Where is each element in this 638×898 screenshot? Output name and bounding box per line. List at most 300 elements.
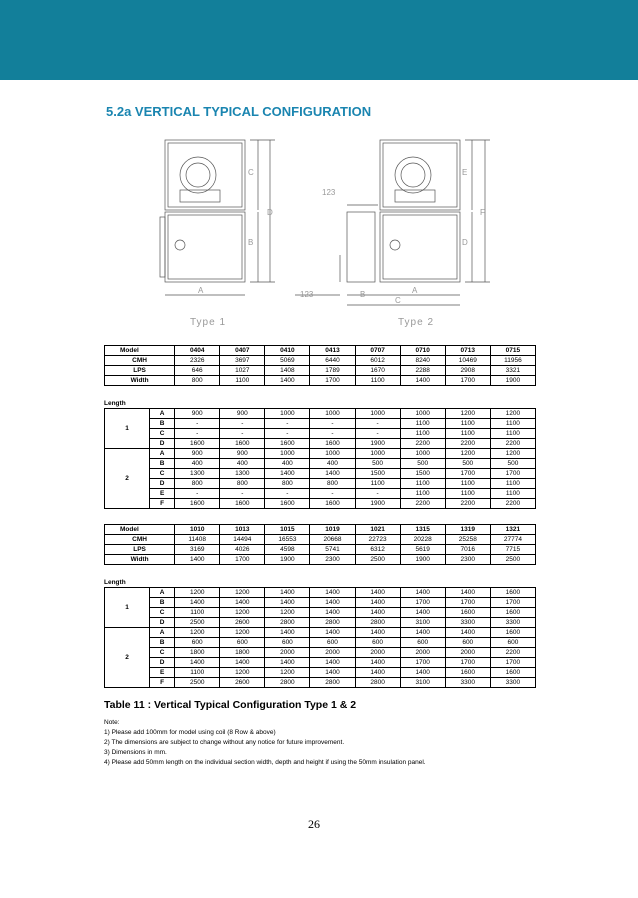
type1-label: Type 1 bbox=[190, 317, 227, 328]
table-row bbox=[105, 535, 536, 545]
table-cell: 2000 bbox=[310, 648, 355, 658]
table-cell: 1100 bbox=[445, 489, 490, 499]
table-cell: 1321 bbox=[490, 525, 535, 535]
page-number: 26 bbox=[308, 817, 320, 831]
table-cell: 646 bbox=[175, 366, 220, 376]
table-cell: 1000 bbox=[355, 449, 400, 459]
length-table-2 bbox=[104, 587, 536, 688]
table-row bbox=[105, 598, 536, 608]
table-row bbox=[105, 366, 536, 376]
table-cell: 1400 bbox=[400, 628, 445, 638]
table-cell: 1000 bbox=[400, 409, 445, 419]
table-cell: - bbox=[310, 429, 355, 439]
table-cell: - bbox=[220, 419, 265, 429]
table-cell: 1200 bbox=[490, 409, 535, 419]
type-cell: 1 bbox=[105, 588, 150, 628]
table-row bbox=[105, 356, 536, 366]
table-cell: - bbox=[265, 429, 310, 439]
dim-cell: E bbox=[150, 668, 175, 678]
note-item: 4) Please add 50mm length on the individual section width, depth and height if using the 50mm insulation panel. bbox=[104, 759, 426, 766]
table-cell: 1200 bbox=[220, 628, 265, 638]
table-cell: 1400 bbox=[355, 628, 400, 638]
table-cell: 500 bbox=[400, 459, 445, 469]
table-cell: 500 bbox=[490, 459, 535, 469]
row-header: CMH bbox=[105, 535, 175, 545]
dim-cell: D bbox=[150, 658, 175, 668]
table-cell: 800 bbox=[175, 479, 220, 489]
table-cell: 1600 bbox=[265, 439, 310, 449]
table-cell: 2000 bbox=[400, 648, 445, 658]
configuration-diagram bbox=[150, 135, 510, 335]
table-cell: 600 bbox=[400, 638, 445, 648]
table-cell: 1200 bbox=[220, 668, 265, 678]
table-cell: 0410 bbox=[265, 346, 310, 356]
table-cell: 6012 bbox=[355, 356, 400, 366]
table-cell: 800 bbox=[220, 479, 265, 489]
dim-cell: C bbox=[150, 429, 175, 439]
table-cell: 0715 bbox=[490, 346, 535, 356]
table-cell: 1500 bbox=[400, 469, 445, 479]
table-cell: 3300 bbox=[490, 678, 535, 688]
table-cell: 900 bbox=[175, 449, 220, 459]
spec-table-1 bbox=[104, 345, 536, 386]
table-row bbox=[105, 668, 536, 678]
length-label-1: Length bbox=[104, 400, 126, 407]
dim-label-d2: D bbox=[462, 238, 468, 247]
table-cell: 1600 bbox=[265, 499, 310, 509]
table-cell: 1100 bbox=[445, 429, 490, 439]
table-cell: 1200 bbox=[175, 628, 220, 638]
notes-title: Note: bbox=[104, 719, 120, 726]
table-cell: 1400 bbox=[310, 588, 355, 598]
header-band bbox=[0, 0, 638, 80]
table-cell: 1400 bbox=[265, 588, 310, 598]
type1-upper-section bbox=[165, 140, 245, 210]
table-cell: 1200 bbox=[220, 608, 265, 618]
table-row bbox=[105, 525, 536, 535]
table-cell: - bbox=[265, 419, 310, 429]
table-cell: 1100 bbox=[490, 419, 535, 429]
table-cell: 2800 bbox=[265, 678, 310, 688]
table-cell: 1600 bbox=[490, 608, 535, 618]
table-cell: 2200 bbox=[445, 439, 490, 449]
table-cell: - bbox=[310, 489, 355, 499]
table-cell: 2800 bbox=[265, 618, 310, 628]
type2-lower-section bbox=[380, 212, 460, 282]
table-cell: 2000 bbox=[445, 648, 490, 658]
table-row bbox=[105, 618, 536, 628]
row-header: LPS bbox=[105, 545, 175, 555]
table-row bbox=[105, 608, 536, 618]
table-cell: 600 bbox=[265, 638, 310, 648]
table-cell: 1400 bbox=[355, 588, 400, 598]
table-cell: 2908 bbox=[445, 366, 490, 376]
table-cell: 1700 bbox=[400, 598, 445, 608]
table-cell: 1400 bbox=[355, 668, 400, 678]
table-cell: 2600 bbox=[220, 618, 265, 628]
dim-label-b2: B bbox=[360, 290, 366, 299]
table-cell: 1400 bbox=[400, 668, 445, 678]
table-cell: 1408 bbox=[265, 366, 310, 376]
table-cell: 7715 bbox=[490, 545, 535, 555]
table-row bbox=[105, 588, 536, 598]
table-cell: 1900 bbox=[490, 376, 535, 386]
table-cell: 1400 bbox=[175, 658, 220, 668]
table-cell: 0707 bbox=[355, 346, 400, 356]
row-header: LPS bbox=[105, 366, 175, 376]
table-cell: 2600 bbox=[220, 678, 265, 688]
table-cell: 1200 bbox=[175, 588, 220, 598]
table-cell: 2000 bbox=[355, 648, 400, 658]
table-cell: 2288 bbox=[400, 366, 445, 376]
table-row bbox=[105, 409, 536, 419]
table-cell: 1700 bbox=[445, 658, 490, 668]
table-cell: 11956 bbox=[490, 356, 535, 366]
table-cell: 1400 bbox=[310, 658, 355, 668]
table-row bbox=[105, 419, 536, 429]
table-cell: 400 bbox=[175, 459, 220, 469]
table-cell: 1000 bbox=[400, 449, 445, 459]
table-cell: 1100 bbox=[355, 376, 400, 386]
table-cell: 1400 bbox=[355, 608, 400, 618]
table-cell: 1100 bbox=[355, 479, 400, 489]
table-cell: 1010 bbox=[175, 525, 220, 535]
dim-cell: A bbox=[150, 588, 175, 598]
table-cell: 2000 bbox=[265, 648, 310, 658]
table-cell: 1000 bbox=[265, 409, 310, 419]
table-cell: 1200 bbox=[220, 588, 265, 598]
table-cell: 1900 bbox=[400, 555, 445, 565]
table-cell: 0404 bbox=[175, 346, 220, 356]
table-cell: 1300 bbox=[175, 469, 220, 479]
length-label-2: Length bbox=[104, 579, 126, 586]
table-cell: 5741 bbox=[310, 545, 355, 555]
note-item: 3) Dimensions in mm. bbox=[104, 749, 167, 756]
dim-cell: B bbox=[150, 638, 175, 648]
table-cell: 1400 bbox=[265, 376, 310, 386]
table-cell: 5069 bbox=[265, 356, 310, 366]
table-row bbox=[105, 658, 536, 668]
table-cell: 4598 bbox=[265, 545, 310, 555]
dim-label-e2: E bbox=[462, 168, 468, 177]
dim-cell: D bbox=[150, 439, 175, 449]
table-cell: 1700 bbox=[220, 555, 265, 565]
table-cell: 1700 bbox=[490, 658, 535, 668]
table-cell: 11408 bbox=[175, 535, 220, 545]
dim-cell: C bbox=[150, 608, 175, 618]
table-cell: 800 bbox=[265, 479, 310, 489]
table-row bbox=[105, 346, 536, 356]
type2-mid-section bbox=[347, 212, 375, 282]
notes bbox=[104, 718, 426, 768]
table-cell: 1400 bbox=[400, 376, 445, 386]
table-cell: 1700 bbox=[445, 598, 490, 608]
table-cell: - bbox=[175, 429, 220, 439]
table-cell: 1400 bbox=[175, 555, 220, 565]
table-cell: 1400 bbox=[310, 668, 355, 678]
table-cell: 1000 bbox=[265, 449, 310, 459]
table-cell: - bbox=[220, 489, 265, 499]
table-cell: 1670 bbox=[355, 366, 400, 376]
table-cell: 1700 bbox=[445, 376, 490, 386]
table-cell: - bbox=[355, 419, 400, 429]
type-cell: 2 bbox=[105, 628, 150, 688]
table-cell: 1700 bbox=[310, 376, 355, 386]
table-cell: 3697 bbox=[220, 356, 265, 366]
table-cell: 1900 bbox=[355, 499, 400, 509]
table-cell: 1100 bbox=[490, 429, 535, 439]
table-cell: 25258 bbox=[445, 535, 490, 545]
type1-lower-section bbox=[165, 212, 245, 282]
dim-label-a2: A bbox=[412, 286, 418, 295]
table-row bbox=[105, 459, 536, 469]
table-cell: - bbox=[175, 419, 220, 429]
configuration-drawing bbox=[150, 135, 510, 335]
table-cell: 1700 bbox=[445, 469, 490, 479]
table-cell: 2800 bbox=[355, 678, 400, 688]
table-cell: 6312 bbox=[355, 545, 400, 555]
table-cell: 27774 bbox=[490, 535, 535, 545]
table-cell: 1400 bbox=[445, 588, 490, 598]
table-cell: 14494 bbox=[220, 535, 265, 545]
table-cell: 3100 bbox=[400, 678, 445, 688]
table-row bbox=[105, 648, 536, 658]
table-cell: 1800 bbox=[175, 648, 220, 658]
table-cell: 1100 bbox=[220, 376, 265, 386]
table-cell: 1400 bbox=[310, 469, 355, 479]
table-row bbox=[105, 555, 536, 565]
table-cell: 1100 bbox=[400, 429, 445, 439]
table-cell: 800 bbox=[175, 376, 220, 386]
table-cell: 1200 bbox=[490, 449, 535, 459]
row-header: Model bbox=[105, 346, 175, 356]
table-cell: 1400 bbox=[445, 628, 490, 638]
table-cell: 600 bbox=[445, 638, 490, 648]
table-cell: 1100 bbox=[400, 419, 445, 429]
dim-label-b: B bbox=[248, 238, 254, 247]
dim-label-123b: 123 bbox=[322, 188, 336, 197]
table-cell: 1600 bbox=[490, 628, 535, 638]
table-cell: 1400 bbox=[220, 598, 265, 608]
table-cell: 500 bbox=[355, 459, 400, 469]
table-cell: 1900 bbox=[355, 439, 400, 449]
table-cell: - bbox=[220, 429, 265, 439]
table-cell: 1000 bbox=[310, 409, 355, 419]
table-row bbox=[105, 376, 536, 386]
table-cell: 400 bbox=[220, 459, 265, 469]
table-cell: 1100 bbox=[445, 479, 490, 489]
table-cell: 900 bbox=[175, 409, 220, 419]
table-cell: 2800 bbox=[310, 678, 355, 688]
table-cell: 7016 bbox=[445, 545, 490, 555]
table-cell: 1027 bbox=[220, 366, 265, 376]
dim-cell: F bbox=[150, 499, 175, 509]
table-row bbox=[105, 638, 536, 648]
table-cell: 1400 bbox=[310, 628, 355, 638]
dim-cell: A bbox=[150, 449, 175, 459]
table-row bbox=[105, 678, 536, 688]
spec-table-2 bbox=[104, 524, 536, 565]
table-cell: 1100 bbox=[490, 479, 535, 489]
table-cell: 1400 bbox=[265, 658, 310, 668]
dim-cell: F bbox=[150, 678, 175, 688]
table-cell: 1700 bbox=[490, 598, 535, 608]
table-cell: - bbox=[310, 419, 355, 429]
table-cell: 2500 bbox=[175, 618, 220, 628]
dim-cell: A bbox=[150, 409, 175, 419]
table-cell: 1600 bbox=[220, 499, 265, 509]
table-cell: 1315 bbox=[400, 525, 445, 535]
table-cell: 1600 bbox=[175, 499, 220, 509]
row-header: Width bbox=[105, 376, 175, 386]
table-cell: 1600 bbox=[310, 439, 355, 449]
table-cell: 20228 bbox=[400, 535, 445, 545]
table-cell: 1700 bbox=[490, 469, 535, 479]
dim-cell: B bbox=[150, 459, 175, 469]
table-cell: 600 bbox=[310, 638, 355, 648]
length-table-1 bbox=[104, 408, 536, 509]
table-cell: 500 bbox=[445, 459, 490, 469]
row-header: Model bbox=[105, 525, 175, 535]
table-row bbox=[105, 439, 536, 449]
table-cell: 1400 bbox=[265, 469, 310, 479]
dim-cell: E bbox=[150, 489, 175, 499]
table-row bbox=[105, 429, 536, 439]
table-cell: 1900 bbox=[265, 555, 310, 565]
table-cell: 1400 bbox=[175, 598, 220, 608]
table-cell: 600 bbox=[175, 638, 220, 648]
table-cell: 2500 bbox=[355, 555, 400, 565]
table-row bbox=[105, 628, 536, 638]
table-cell: 1319 bbox=[445, 525, 490, 535]
table-cell: 1400 bbox=[310, 598, 355, 608]
table-cell: 1400 bbox=[265, 598, 310, 608]
note-item: 1) Please add 100mm for model using coil (8 Row & above) bbox=[104, 729, 276, 736]
table-row bbox=[105, 545, 536, 555]
table-cell: 3300 bbox=[445, 618, 490, 628]
table-cell: 20668 bbox=[310, 535, 355, 545]
table-cell: 1700 bbox=[400, 658, 445, 668]
table-cell: 1400 bbox=[355, 658, 400, 668]
table-cell: 0413 bbox=[310, 346, 355, 356]
table-cell: 1013 bbox=[220, 525, 265, 535]
table-cell: 2800 bbox=[355, 618, 400, 628]
table-cell: 1200 bbox=[265, 668, 310, 678]
table-cell: 1015 bbox=[265, 525, 310, 535]
table-cell: 8240 bbox=[400, 356, 445, 366]
table-cell: 1600 bbox=[175, 439, 220, 449]
table-cell: 1200 bbox=[265, 608, 310, 618]
table-cell: 1100 bbox=[175, 668, 220, 678]
table-cell: 3169 bbox=[175, 545, 220, 555]
table-cell: 1600 bbox=[220, 439, 265, 449]
table-row bbox=[105, 449, 536, 459]
dim-label-c: C bbox=[248, 168, 254, 177]
table-cell: 2200 bbox=[400, 499, 445, 509]
table-cell: 1200 bbox=[445, 409, 490, 419]
table-cell: - bbox=[355, 429, 400, 439]
table-cell: 16553 bbox=[265, 535, 310, 545]
table-cell: 1800 bbox=[220, 648, 265, 658]
table-cell: 1100 bbox=[490, 489, 535, 499]
type-cell: 1 bbox=[105, 409, 150, 449]
table-cell: 1021 bbox=[355, 525, 400, 535]
table-row bbox=[105, 499, 536, 509]
table-cell: 1400 bbox=[400, 608, 445, 618]
table-cell: 0407 bbox=[220, 346, 265, 356]
table-cell: 3300 bbox=[490, 618, 535, 628]
table-cell: - bbox=[355, 489, 400, 499]
table-cell: 0710 bbox=[400, 346, 445, 356]
table-cell: 2500 bbox=[490, 555, 535, 565]
table-cell: 900 bbox=[220, 409, 265, 419]
type2-upper-section bbox=[380, 140, 460, 210]
table-cell: 1000 bbox=[310, 449, 355, 459]
dim-cell: A bbox=[150, 628, 175, 638]
note-item: 2) The dimensions are subject to change without any notice for future improvement. bbox=[104, 739, 345, 746]
table-cell: 2200 bbox=[490, 439, 535, 449]
table-cell: 600 bbox=[490, 638, 535, 648]
dim-label-d: D bbox=[267, 208, 273, 217]
dim-cell: C bbox=[150, 469, 175, 479]
table-cell: 1400 bbox=[265, 628, 310, 638]
table-cell: 3321 bbox=[490, 366, 535, 376]
table-cell: 1600 bbox=[490, 588, 535, 598]
table-cell: 22723 bbox=[355, 535, 400, 545]
table-cell: 1100 bbox=[445, 419, 490, 429]
type-cell: 2 bbox=[105, 449, 150, 509]
table-cell: 6440 bbox=[310, 356, 355, 366]
table-caption: Table 11 : Vertical Typical Configuration Type 1 & 2 bbox=[104, 699, 357, 711]
table-cell: 4026 bbox=[220, 545, 265, 555]
table-cell: 1100 bbox=[175, 608, 220, 618]
table-cell: 2200 bbox=[400, 439, 445, 449]
table-cell: 2326 bbox=[175, 356, 220, 366]
table-cell: - bbox=[175, 489, 220, 499]
table-cell: 1100 bbox=[400, 489, 445, 499]
section-title: 5.2a VERTICAL TYPICAL CONFIGURATION bbox=[106, 104, 372, 119]
dim-cell: C bbox=[150, 648, 175, 658]
table-cell: 2800 bbox=[310, 618, 355, 628]
table-cell: 0713 bbox=[445, 346, 490, 356]
dim-label-c2: C bbox=[395, 296, 401, 305]
table-cell: 2200 bbox=[445, 499, 490, 509]
table-row bbox=[105, 479, 536, 489]
table-cell: 1400 bbox=[310, 608, 355, 618]
table-cell: 900 bbox=[220, 449, 265, 459]
dim-cell: B bbox=[150, 598, 175, 608]
table-cell: 1600 bbox=[445, 668, 490, 678]
table-cell: 5619 bbox=[400, 545, 445, 555]
dim-label-f2: F bbox=[480, 208, 485, 217]
table-cell: 1600 bbox=[310, 499, 355, 509]
table-cell: 1200 bbox=[445, 449, 490, 459]
table-cell: 1789 bbox=[310, 366, 355, 376]
table-row bbox=[105, 469, 536, 479]
dim-label-a: A bbox=[198, 286, 204, 295]
table-cell: 1600 bbox=[445, 608, 490, 618]
type2-label: Type 2 bbox=[398, 317, 435, 328]
row-header: CMH bbox=[105, 356, 175, 366]
table-cell: 1400 bbox=[400, 588, 445, 598]
table-cell: 1300 bbox=[220, 469, 265, 479]
table-cell: 2300 bbox=[310, 555, 355, 565]
table-cell: 1100 bbox=[400, 479, 445, 489]
dim-cell: D bbox=[150, 479, 175, 489]
table-cell: 600 bbox=[355, 638, 400, 648]
table-cell: 1400 bbox=[355, 598, 400, 608]
table-cell: 3100 bbox=[400, 618, 445, 628]
